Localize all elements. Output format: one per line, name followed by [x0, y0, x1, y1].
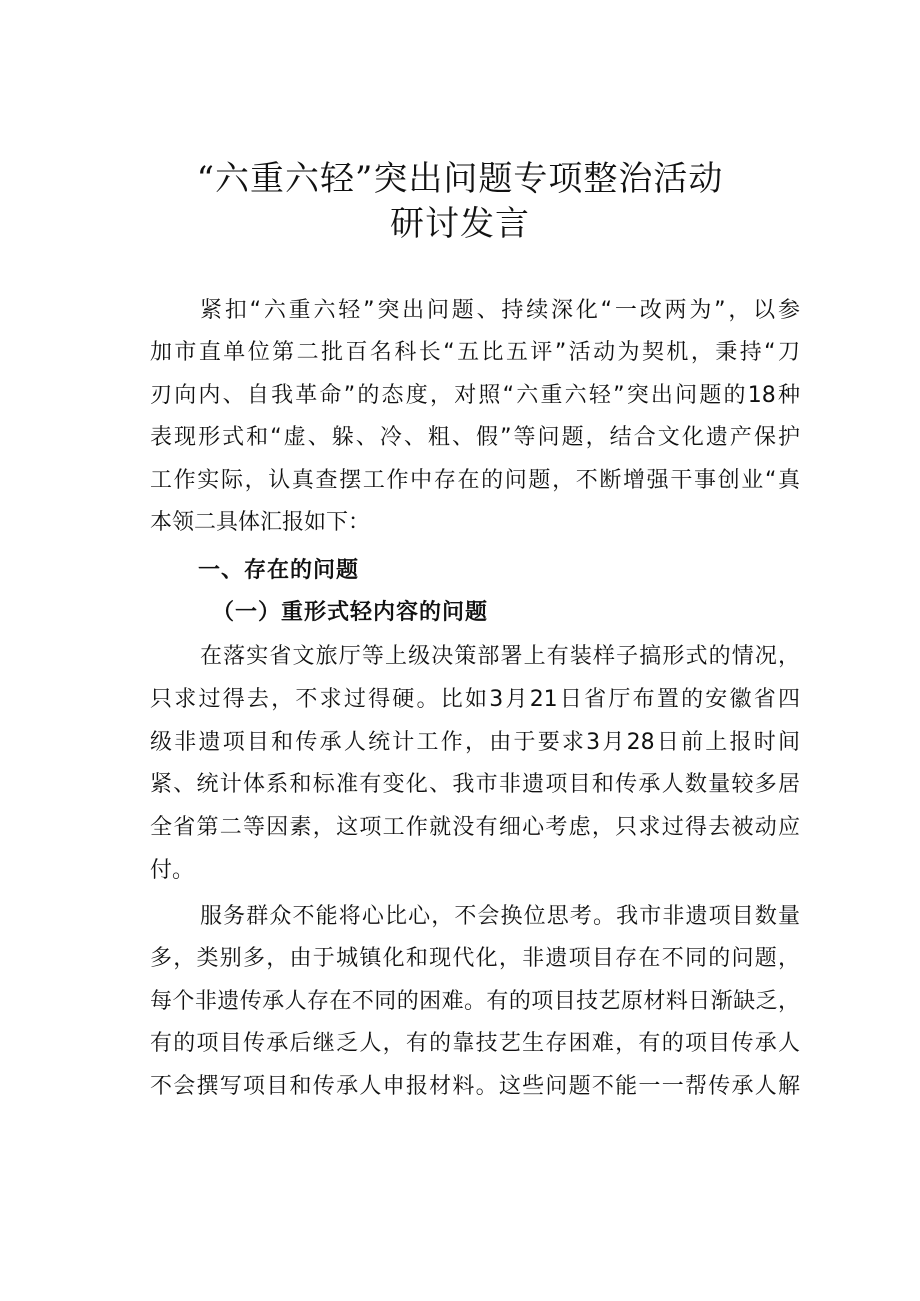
- paragraph-line: 多，类别多，由于城镇化和现代化，非遗项目存在不同的问题，: [150, 946, 800, 971]
- document-title-line2: 研讨发言: [390, 204, 530, 244]
- intro-line: 加市直单位第二批百名科长“五比五评”活动为契机，秉持“刀: [150, 340, 800, 365]
- paragraph-line: 只求过得去，不求过得硬。比如3月21日省厅布置的安徽省四: [150, 687, 800, 712]
- intro-line: 表现形式和“虚、躲、冷、粗、假”等问题，结合文化遗产保护: [150, 425, 800, 450]
- section-heading: 一、存在的问题: [198, 558, 360, 583]
- paragraph-line: 全省第二等因素，这项工作就没有细心考虑，只求过得去被动应: [150, 815, 800, 840]
- paragraph-line: 不会撰写项目和传承人申报材料。这些问题不能一一帮传承人解: [150, 1074, 800, 1099]
- paragraph-line: 付。: [150, 858, 195, 883]
- paragraph-line: 有的项目传承后继乏人，有的靠技艺生存困难，有的项目传承人: [150, 1031, 800, 1056]
- intro-line: 紧扣“六重六轻”突出问题、持续深化“一改两为”，以参: [200, 298, 800, 323]
- paragraph-line: 服务群众不能将心比心，不会换位思考。我市非遗项目数量: [200, 904, 800, 929]
- subsection-heading: （一）重形式轻内容的问题: [212, 600, 489, 625]
- intro-line: 刃向内、自我革命”的态度，对照“六重六轻”突出问题的18种: [150, 383, 800, 408]
- document-title-line1: “六重六轻”突出问题专项整治活动: [196, 159, 724, 199]
- paragraph-line: 在落实省文旅厅等上级决策部署上有装样子搞形式的情况，: [200, 644, 800, 669]
- paragraph-line: 级非遗项目和传承人统计工作，由于要求3月28日前上报时间: [150, 730, 800, 755]
- intro-line: 工作实际，认真查摆工作中存在的问题，不断增强干事创业“真: [150, 468, 800, 493]
- intro-line: 本领二具体汇报如下：: [150, 510, 371, 535]
- paragraph-line: 紧、统计体系和标准有变化、我市非遗项目和传承人数量较多居: [150, 772, 800, 797]
- paragraph-line: 每个非遗传承人存在不同的困难。有的项目技艺原材料日渐缺乏，: [150, 989, 800, 1014]
